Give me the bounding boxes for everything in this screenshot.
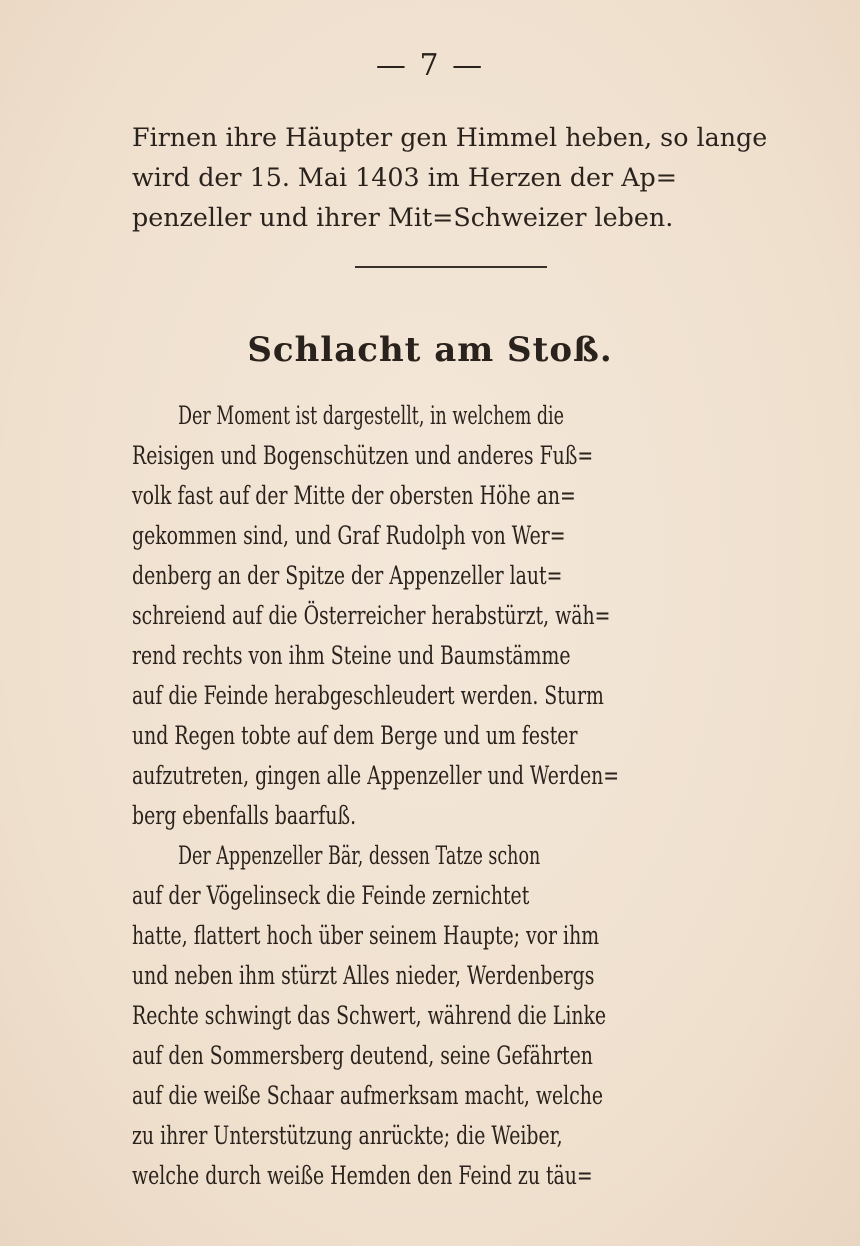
section-heading: Schlacht am Stoß.: [247, 330, 613, 370]
text-line: auf den Sommersberg deutend, seine Gefährten: [132, 1041, 593, 1071]
text-line: wird der 15. Mai 1403 im Herzen der Ap=: [132, 163, 677, 193]
text-line: penzeller und ihrer Mit=Schweizer leben.: [132, 203, 674, 233]
text-line: volk fast auf der Mitte der obersten Höhe an=: [132, 481, 576, 511]
text-line: denberg an der Spitze der Appenzeller laut=: [132, 561, 563, 591]
text-line: auf die Feinde herabgeschleudert werden. Sturm: [132, 681, 604, 711]
text-line: gekommen sind, und Graf Rudolph von Wer=: [132, 521, 566, 551]
text-line: Reisigen und Bogenschützen und anderes Fuß=: [132, 441, 594, 471]
text-line: auf der Vögelinseck die Feinde zernichtet: [132, 881, 530, 911]
text-line: Der Moment ist dargestellt, in welchem die: [178, 401, 564, 431]
text-line: hatte, flattert hoch über seinem Haupte; vor ihm: [132, 921, 600, 951]
text-line: welche durch weiße Hemden den Feind zu täu=: [132, 1161, 593, 1191]
text-line: und neben ihm stürzt Alles nieder, Werdenbergs: [132, 961, 595, 991]
text-line: rend rechts von ihm Steine und Baumstämme: [132, 641, 571, 671]
text-line: aufzutreten, gingen alle Appenzeller und Werden=: [132, 761, 620, 791]
text-line: schreiend auf die Österreicher herabstürzt, wäh=: [132, 601, 611, 631]
section-divider: [355, 266, 547, 268]
text-line: auf die weiße Schaar aufmerksam macht, welche: [132, 1081, 604, 1111]
text-line: Rechte schwingt das Schwert, während die Linke: [132, 1001, 607, 1031]
text-line: und Regen tobte auf dem Berge und um fester: [132, 721, 578, 751]
text-line: Der Appenzeller Bär, dessen Tatze schon: [178, 841, 541, 871]
text-line: Firnen ihre Häupter gen Himmel heben, so lange: [132, 123, 768, 153]
text-line: zu ihrer Unterstützung anrückte; die Weiber,: [132, 1121, 563, 1151]
text-line: berg ebenfalls baarfuß.: [132, 801, 357, 831]
page-number: — 7 —: [375, 48, 485, 83]
